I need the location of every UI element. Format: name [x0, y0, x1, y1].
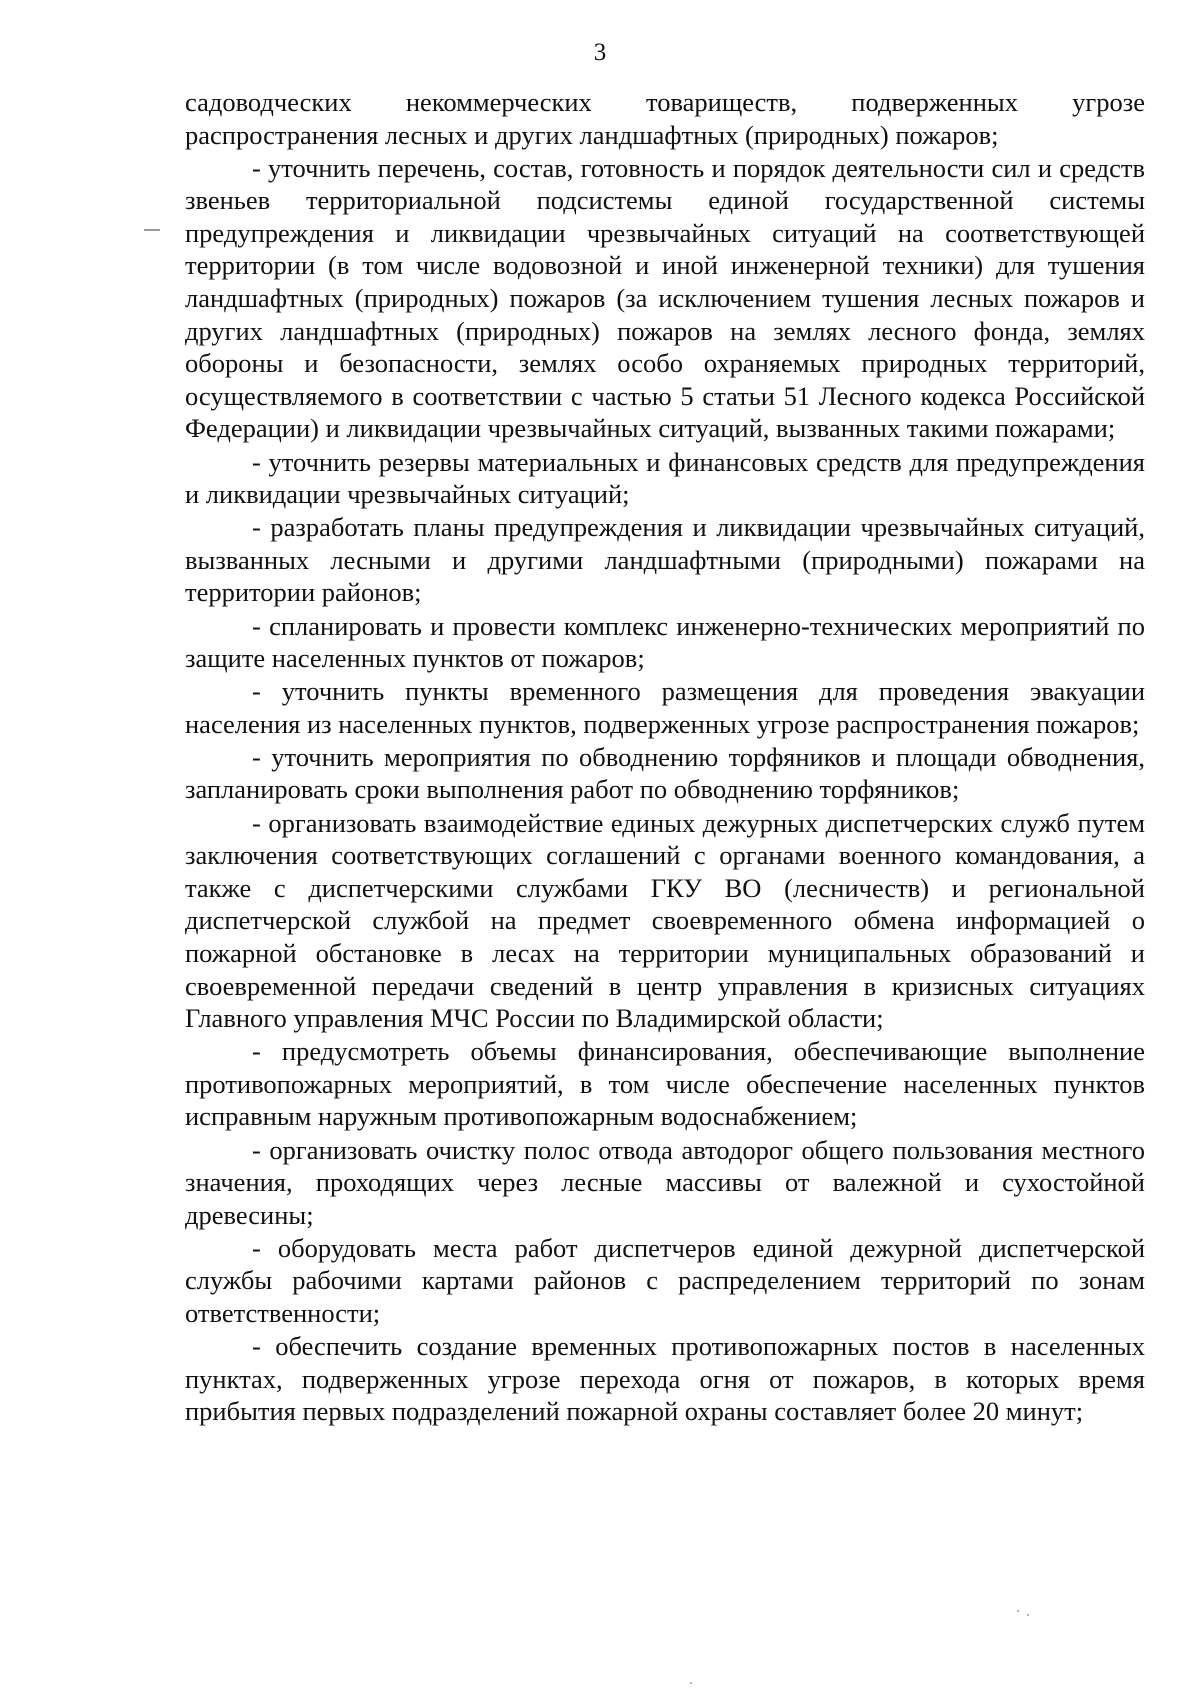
list-item-fire-posts: - обеспечить создание временных противопожарных постов в населенных пунктах, подверженных угрозе перехода огня от пожаров, в которых время прибытия первых подразделений пожарной охраны составляет более 20 минут; — [185, 1331, 1145, 1427]
document-body — [185, 86, 1145, 1428]
list-item-road-clearing: - организовать очистку полос отвода автодорог общего пользования местного значения, проходящих через лесные массивы от валежной и сухостойной древесины; — [185, 1134, 1145, 1230]
list-item-emergency-plans: - разработать планы предупреждения и ликвидации чрезвычайных ситуаций, вызванных лесными и другими ландшафтными (природными) пожарами на территории районов; — [185, 512, 1145, 608]
list-item-dispatch-cooperation: - организовать взаимодействие единых дежурных диспетчерских служб путем заключения соответствующих соглашений с органами военного командования, а также с диспетчерскими службами ГКУ ВО (лесничеств) и региональной диспетчерской службой на предмет своевременного обмена информацией о пожарной обстановке в лесах на территории муниципальных образований и своевременной передачи сведений в центр управления в кризисных ситуациях Главного управления МЧС России по Владимирской области; — [185, 807, 1145, 1034]
scan-artifact-dot — [690, 1682, 692, 1684]
list-item-evacuation-points: - уточнить пункты временного размещения для проведения эвакуации населения из населенных пунктов, подверженных угрозе распространения пожаров; — [185, 676, 1145, 739]
paragraph-continuation: садоводческих некоммерческих товариществ, подверженных угрозе распространения лесных и других ландшафтных (природных) пожаров; — [185, 87, 1145, 150]
list-item-forces-and-means: - уточнить перечень, состав, готовность и порядок деятельности сил и средств звеньев территориальной подсистемы единой государственной системы предупреждения и ликвидации чрезвычайных ситуаций на соответствующей территории (в том числе водовозной и иной инженерной техники) для тушения ландшафтных (природных) пожаров (за исключением тушения лесных пожаров и других ландшафтных (природных) пожаров на землях лесного фонда, землях обороны и безопасности, землях особо охраняемых природных территорий, осуществляемого в соответствии с частью 5 статьи 51 Лесного кодекса Российской Федерации) и ликвидации чрезвычайных ситуаций, вызванных такими пожарами; — [185, 152, 1145, 444]
scan-artifact-dot — [1027, 1614, 1029, 1616]
scan-artifact-dash — [144, 229, 160, 231]
scan-artifact-dot — [1017, 1610, 1019, 1612]
list-item-financing: - предусмотреть объемы финансирования, обеспечивающие выполнение противопожарных мероприятий, в том числе обеспечение населенных пунктов исправным наружным противопожарным водоснабжением; — [185, 1036, 1145, 1132]
list-item-dispatcher-maps: - оборудовать места работ диспетчеров единой дежурной диспетчерской службы рабочими картами районов с распределением территорий по зонам ответственности; — [185, 1232, 1145, 1328]
list-item-reserves: - уточнить резервы материальных и финансовых средств для предупреждения и ликвидации чрезвычайных ситуаций; — [185, 446, 1145, 510]
list-item-engineering-measures: - спланировать и провести комплекс инженерно-технических мероприятий по защите населенных пунктов от пожаров; — [185, 610, 1145, 674]
page-number: 3 — [593, 39, 607, 66]
list-item-peat-irrigation: - уточнить мероприятия по обводнению торфяников и площади обводнения, запланировать сроки выполнения работ по обводнению торфяников; — [185, 741, 1145, 805]
